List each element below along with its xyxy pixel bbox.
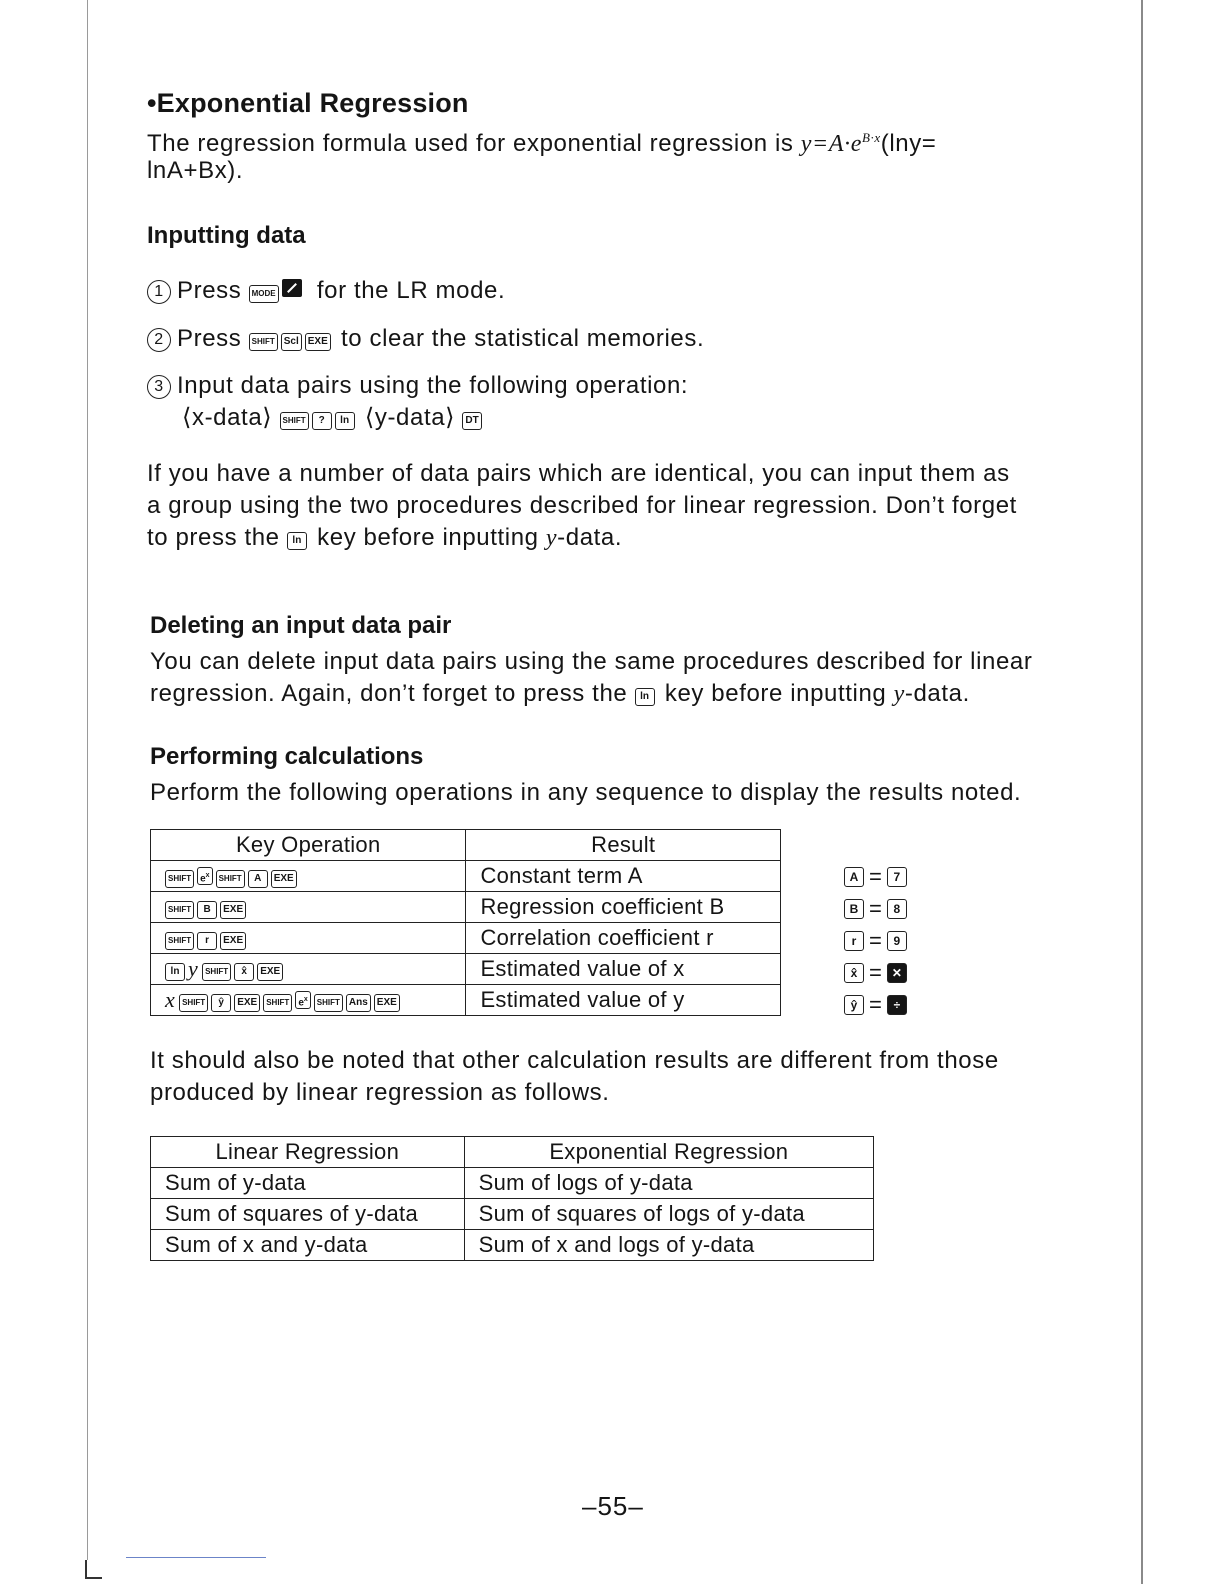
intro-line-2: lnA+Bx). bbox=[147, 157, 244, 184]
exe-key-icon: EXE bbox=[220, 901, 246, 919]
table-header: Linear Regression bbox=[151, 1137, 465, 1168]
x-hat-key-icon: x̂ bbox=[844, 963, 864, 983]
table-row bbox=[151, 923, 781, 954]
ln-key-icon: ln bbox=[635, 688, 655, 706]
equals-sign: = bbox=[869, 992, 882, 1017]
result-cell: Estimated value of x bbox=[466, 954, 781, 985]
equals-sign: = bbox=[869, 960, 882, 985]
shift-key-icon: SHIFT bbox=[314, 994, 343, 1012]
exp-key-icon: $e^x$ bbox=[197, 867, 212, 885]
exe-key-icon: EXE bbox=[305, 333, 331, 351]
ln-key-icon: ln bbox=[335, 412, 355, 430]
step-2-pre: Press bbox=[177, 325, 249, 352]
inputting-para-line-2: a group using the two procedures described for linear regression. Don’t forget bbox=[147, 492, 1017, 519]
step-number-2: 2 bbox=[147, 328, 171, 352]
ans-key-icon: Ans bbox=[346, 994, 371, 1012]
inputting-para-line-1: If you have a number of data pairs which are identical, you can input them as bbox=[147, 460, 1010, 487]
exe-key-icon: EXE bbox=[257, 963, 283, 981]
page-left-edge bbox=[87, 0, 88, 1560]
step-3-text: Input data pairs using the following operation: bbox=[177, 372, 689, 399]
shift-key-icon: SHIFT bbox=[280, 412, 309, 430]
nine-key-icon: 9 bbox=[887, 931, 907, 951]
note-line-1: It should also be noted that other calculation results are different from those bbox=[150, 1047, 999, 1074]
inputting-heading: Inputting data bbox=[147, 222, 306, 249]
b-key-icon: B bbox=[844, 899, 864, 919]
comma-key-icon: ? bbox=[312, 412, 332, 430]
table-cell: Sum of x and logs of y-data bbox=[464, 1230, 873, 1261]
result-cell: Estimated value of y bbox=[466, 985, 781, 1016]
intro-text: The regression formula used for exponential regression is bbox=[147, 130, 801, 157]
formula-tail: (lny= bbox=[880, 130, 937, 157]
a-key-icon: A bbox=[248, 870, 268, 888]
seven-key-icon: 7 bbox=[887, 867, 907, 887]
table-row bbox=[151, 1199, 874, 1230]
multiply-key-icon: ✕ bbox=[887, 963, 907, 983]
table-cell: Sum of squares of y-data bbox=[151, 1199, 465, 1230]
key-mapping-list bbox=[844, 861, 907, 1021]
step-1-pre: Press bbox=[177, 277, 249, 304]
b-key-icon: B bbox=[197, 901, 217, 919]
division-key-icon bbox=[282, 279, 302, 297]
step-number-3: 3 bbox=[147, 375, 171, 399]
equals-sign: = bbox=[869, 928, 882, 953]
formula-main: y=A·e bbox=[800, 131, 862, 157]
formula-exponent: B·x bbox=[861, 130, 881, 145]
shift-key-icon: SHIFT bbox=[263, 994, 292, 1012]
corner-mark bbox=[84, 1540, 104, 1580]
equals-sign: = bbox=[869, 896, 882, 921]
para-text-a: to press the bbox=[147, 524, 287, 551]
x-hat-key-icon: x̂ bbox=[234, 963, 254, 981]
ln-key-icon: ln bbox=[165, 963, 185, 981]
deleting-text-a: regression. Again, don’t forget to press the bbox=[150, 680, 635, 707]
shift-key-icon: SHIFT bbox=[165, 901, 194, 919]
step-number-1: 1 bbox=[147, 280, 171, 304]
performing-line-1: Perform the following operations in any sequence to display the results noted. bbox=[150, 779, 1022, 806]
note-line-2: produced by linear regression as follows. bbox=[150, 1079, 610, 1106]
x-data-placeholder: ⟨x-data⟩ bbox=[182, 404, 273, 431]
exe-key-icon: EXE bbox=[220, 932, 246, 950]
para-text-d: -data. bbox=[557, 524, 623, 551]
step-2-post: to clear the statistical memories. bbox=[333, 325, 705, 352]
exe-key-icon: EXE bbox=[271, 870, 297, 888]
section-title: •Exponential Regression bbox=[147, 88, 469, 118]
dt-key-icon: DT bbox=[462, 412, 481, 430]
shift-key-icon: SHIFT bbox=[165, 870, 194, 888]
y-variable: y bbox=[188, 956, 199, 981]
inputting-para-line-3 bbox=[147, 522, 622, 554]
table-header: Key Operation bbox=[151, 830, 466, 861]
deleting-y: y bbox=[893, 681, 905, 707]
r-key-icon: r bbox=[844, 931, 864, 951]
deleting-heading: Deleting an input data pair bbox=[150, 612, 452, 639]
key-sequence-cell bbox=[151, 954, 466, 985]
result-cell: Regression coefficient B bbox=[466, 892, 781, 923]
ln-key-icon: ln bbox=[287, 532, 307, 550]
a-key-icon: A bbox=[844, 867, 864, 887]
table-header-row bbox=[151, 830, 781, 861]
divide-key-icon: ÷ bbox=[887, 995, 907, 1015]
formula bbox=[801, 131, 881, 157]
r-key-icon: r bbox=[197, 932, 217, 950]
key-mapping-row bbox=[844, 893, 907, 925]
eight-key-icon: 8 bbox=[887, 899, 907, 919]
table-cell: Sum of x and y-data bbox=[151, 1230, 465, 1261]
equals-sign: = bbox=[869, 864, 882, 889]
key-sequence-cell bbox=[151, 861, 466, 892]
table-row bbox=[151, 1230, 874, 1261]
key-mapping-row bbox=[844, 925, 907, 957]
y-hat-key-icon: ŷ bbox=[844, 995, 864, 1015]
scl-key-icon: Scl bbox=[281, 333, 302, 351]
shift-key-icon: SHIFT bbox=[249, 333, 278, 351]
y-hat-key-icon: ŷ bbox=[211, 994, 231, 1012]
step-3 bbox=[147, 370, 688, 402]
key-sequence-cell bbox=[151, 923, 466, 954]
key-mapping-row bbox=[844, 989, 907, 1021]
table-row bbox=[151, 861, 781, 892]
exp-key-icon: $e^x$ bbox=[295, 991, 310, 1009]
mode-key-icon: MODE bbox=[249, 285, 279, 303]
key-mapping-row bbox=[844, 861, 907, 893]
deleting-text-d: -data. bbox=[904, 680, 970, 707]
para-y: y bbox=[545, 525, 558, 551]
key-sequence-cell bbox=[151, 985, 466, 1016]
deleting-line-1: You can delete input data pairs using the same procedures described for linear bbox=[150, 648, 1033, 675]
result-cell: Correlation coefficient r bbox=[466, 923, 781, 954]
shift-key-icon: SHIFT bbox=[179, 994, 208, 1012]
table-cell: Sum of logs of y-data bbox=[464, 1168, 873, 1199]
y-data-placeholder: ⟨y-data⟩ bbox=[364, 404, 456, 431]
table-header: Exponential Regression bbox=[464, 1137, 873, 1168]
deleting-text-b: key before inputting bbox=[657, 680, 894, 707]
step-1-post: for the LR mode. bbox=[309, 277, 506, 304]
shift-key-icon: SHIFT bbox=[165, 932, 194, 950]
page-right-edge bbox=[1141, 0, 1143, 1584]
footer-rule bbox=[126, 1557, 266, 1558]
table-cell: Sum of squares of logs of y-data bbox=[464, 1199, 873, 1230]
result-cell: Constant term A bbox=[466, 861, 781, 892]
deleting-line-2 bbox=[150, 678, 970, 710]
key-mapping-row bbox=[844, 957, 907, 989]
key-sequence-cell bbox=[151, 892, 466, 923]
performing-heading: Performing calculations bbox=[150, 743, 424, 770]
page-number: –55– bbox=[582, 1491, 644, 1521]
table-row bbox=[151, 1168, 874, 1199]
x-variable: x bbox=[165, 987, 176, 1012]
table-header-row bbox=[151, 1137, 874, 1168]
exe-key-icon: EXE bbox=[234, 994, 260, 1012]
shift-key-icon: SHIFT bbox=[202, 963, 231, 981]
table-row bbox=[151, 985, 781, 1016]
table-header: Result bbox=[466, 830, 781, 861]
step-1 bbox=[147, 275, 505, 307]
exe-key-icon: EXE bbox=[374, 994, 400, 1012]
step-2 bbox=[147, 323, 704, 355]
comparison-table bbox=[150, 1136, 874, 1261]
table-row bbox=[151, 892, 781, 923]
intro-line-1 bbox=[147, 122, 936, 160]
shift-key-icon: SHIFT bbox=[216, 870, 245, 888]
para-text-b: key before inputting bbox=[309, 524, 546, 551]
step-3-operation bbox=[182, 402, 485, 434]
table-row bbox=[151, 954, 781, 985]
key-operation-table bbox=[150, 829, 781, 1016]
table-cell: Sum of y-data bbox=[151, 1168, 465, 1199]
